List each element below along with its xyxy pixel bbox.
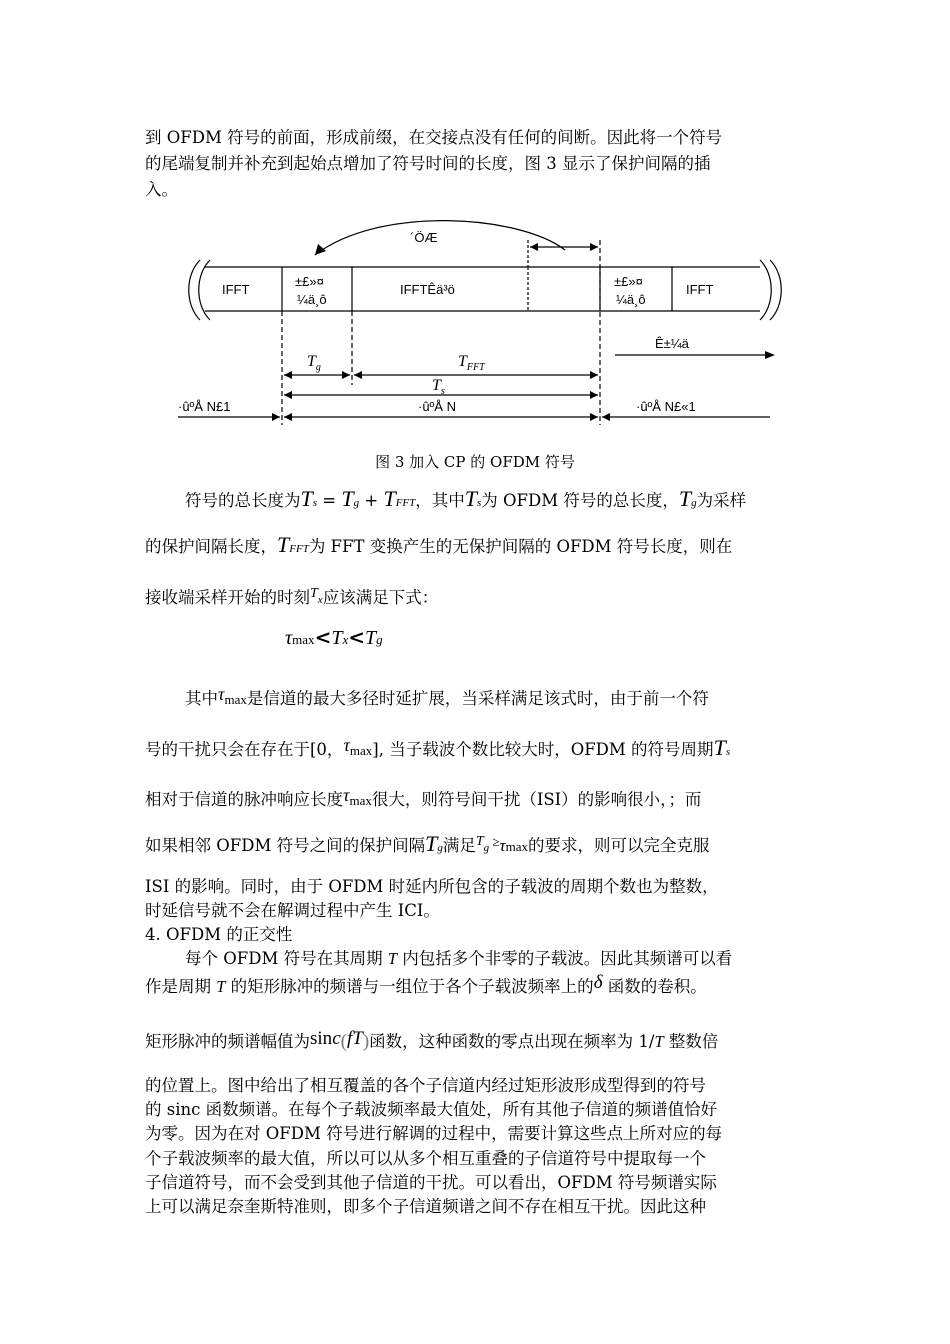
guard-label-a: ±£»¤	[295, 274, 324, 289]
time-label: Ê±¼ä	[655, 336, 689, 351]
paragraph-line: 为零。因为在对 OFDM 符号进行解调的过程中，需要计算这些点上所对应的每	[145, 1124, 723, 1143]
ts-label: $T_s$	[432, 377, 445, 397]
paragraph-line: 时延信号就不会在解调过程中产生 ICI。	[145, 901, 440, 920]
ifft-left-label: IFFT	[222, 282, 250, 297]
symbol-prev-label: ·ûºÅ N£1	[178, 399, 231, 414]
paragraph-line: 号的干扰只会在存在于[0，τmax], 当子载波个数比较大时，OFDM 的符号周期Ts	[145, 735, 731, 760]
paragraph-line: 作是周期 T 的矩形脉冲的频谱与一组位于各个子载波频率上的δ 函数的卷积。	[145, 972, 707, 996]
paragraph-line: 其中τmax是信道的最大多径时延扩展，当采样满足该式时，由于前一个符	[185, 684, 709, 708]
copy-label: ´ÖÆ	[410, 230, 438, 245]
paragraph-line: 上可以满足奈奎斯特准则，即多个子信道频谱之间不存在相互干扰。因此这种	[145, 1197, 706, 1216]
paragraph-line: 的 sinc 函数频谱。在每个子载波频率最大值处，所有其他子信道的频谱值恰好	[145, 1100, 718, 1119]
paragraph-line: 到 OFDM 符号的前面，形成前缀，在交接点没有任何的间断。因此将一个符号	[145, 128, 723, 147]
paragraph-line: 接收端采样开始的时刻$^T$x应该满足下式：	[145, 586, 439, 607]
ifft-output-label: IFFTÊä³ö	[400, 282, 455, 297]
paragraph-line: ISI 的影响。同时，由于 OFDM 时延内所包含的子载波的周期个数也为整数，	[145, 877, 719, 896]
sampling-formula: τmax<Tx<Tg	[285, 625, 383, 649]
ofdm-cp-diagram	[0, 220, 950, 660]
guard-label-b: ¼ä¸ô	[616, 292, 646, 307]
paragraph-line: 的保护间隔长度，TFFT为 FFT 变换产生的无保护间隔的 OFDM 符号长度，则在	[145, 532, 733, 557]
figure-caption: 图 3 加入 CP 的 OFDM 符号	[375, 453, 575, 471]
ifft-right-label: IFFT	[686, 282, 714, 297]
paragraph-line: 相对于信道的脉冲响应长度τmax很大，则符号间干扰（ISI）的影响很小，；而	[145, 785, 702, 809]
paragraph-line: 子信道符号，而不会受到其他子信道的干扰。可以看出，OFDM 符号频谱实际	[145, 1173, 717, 1192]
guard-label-a: ±£»¤	[614, 274, 643, 289]
paragraph-line: 入。	[145, 180, 178, 199]
paragraph-line: 矩形脉冲的频谱幅值为sinc(fT)函数，这种函数的零点出现在频率为 1/T 整数倍	[145, 1028, 719, 1052]
paragraph-line: 如果相邻 OFDM 符号之间的保护间隔Tg满足$^T$g ≥τmax的要求，则可以完全克服	[145, 831, 710, 856]
paragraph-line: 符号的总长度为Ts = Tg + TFFT，其中Ts为 OFDM 符号的总长度，Tg为采样	[185, 486, 747, 511]
paragraph-line: 的尾端复制并补充到起始点增加了符号时间的长度，图 3 显示了保护间隔的插	[145, 154, 711, 173]
paragraph-line: 个子载波频率的最大值，所以可以从多个相互重叠的子信道符号中提取每一个	[145, 1149, 706, 1168]
tfft-label: $T_{FFT}$	[458, 353, 485, 373]
paragraph-line: 每个 OFDM 符号在其周期 T 内包括多个非零的子载波。因此其频谱可以看	[185, 949, 733, 968]
section-heading: 4. OFDM 的正交性	[145, 925, 293, 944]
tg-label: $T_g$	[307, 353, 321, 373]
symbol-next-label: ·ûºÅ N£«1	[636, 399, 696, 414]
symbol-current-label: ·ûºÅ N	[418, 399, 456, 414]
paragraph-line: 的位置上。图中给出了相互覆盖的各个子信道内经过矩形波形成型得到的符号	[145, 1076, 706, 1095]
guard-label-b: ¼ä¸ô	[297, 292, 327, 307]
